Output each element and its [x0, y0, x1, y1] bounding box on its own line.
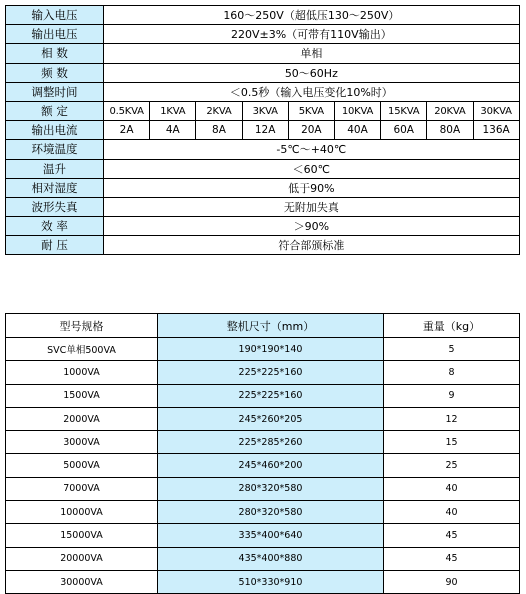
cell-model: 20000VA [6, 547, 158, 570]
output-current-cell: 12A [242, 121, 288, 140]
spec-label: 额 定 [6, 101, 104, 120]
cell-dimensions: 245*260*205 [158, 407, 384, 430]
cell-model: 10000VA [6, 501, 158, 524]
cell-weight: 5 [384, 338, 520, 361]
output-current-cell: 20A [288, 121, 334, 140]
header-model: 型号规格 [6, 314, 158, 338]
spec-value: 符合部颁标准 [104, 236, 520, 255]
cell-weight: 15 [384, 431, 520, 454]
spec-label: 输出电压 [6, 25, 104, 44]
table-row [6, 407, 520, 430]
spec-value: ＜60℃ [104, 159, 520, 178]
table-row [6, 524, 520, 547]
cell-dimensions: 280*320*580 [158, 477, 384, 500]
cell-dimensions: 190*190*140 [158, 338, 384, 361]
cell-model: 1000VA [6, 361, 158, 384]
spec-value: 160～250V（超低压130～250V） [104, 6, 520, 25]
table-row [6, 384, 520, 407]
output-current-cell: 4A [150, 121, 196, 140]
spec-value: 低于90% [104, 178, 520, 197]
cell-dimensions: 510*330*910 [158, 570, 384, 593]
spec-row-output-current [6, 121, 520, 140]
rated-capacity-cell: 20KVA [427, 101, 473, 120]
rated-capacity-cell: 3KVA [242, 101, 288, 120]
size-table [5, 313, 520, 594]
spec-label: 环境温度 [6, 140, 104, 159]
spec-table [5, 5, 520, 255]
spec-row-waveform [6, 197, 520, 216]
cell-model: 5000VA [6, 454, 158, 477]
rated-capacity-cell: 0.5KVA [104, 101, 150, 120]
output-current-cell: 80A [427, 121, 473, 140]
cell-weight: 45 [384, 524, 520, 547]
cell-weight: 25 [384, 454, 520, 477]
rated-capacity-cell: 10KVA [334, 101, 380, 120]
cell-model: 15000VA [6, 524, 158, 547]
cell-dimensions: 225*225*160 [158, 361, 384, 384]
spec-label: 温升 [6, 159, 104, 178]
output-current-cell: 2A [104, 121, 150, 140]
table-row [6, 477, 520, 500]
cell-model: 3000VA [6, 431, 158, 454]
cell-dimensions: 245*460*200 [158, 454, 384, 477]
rated-capacity-cell: 1KVA [150, 101, 196, 120]
spec-row-input-voltage [6, 6, 520, 25]
rated-capacity-cell: 5KVA [288, 101, 334, 120]
cell-dimensions: 435*400*880 [158, 547, 384, 570]
spec-value: 无附加失真 [104, 197, 520, 216]
output-current-cell: 136A [473, 121, 519, 140]
spec-label: 输出电流 [6, 121, 104, 140]
table-row [6, 570, 520, 593]
cell-dimensions: 225*285*260 [158, 431, 384, 454]
output-current-cell: 60A [381, 121, 427, 140]
table-row [6, 547, 520, 570]
spec-row-rated [6, 101, 520, 120]
spec-row-humidity [6, 178, 520, 197]
spec-value: -5℃～+40℃ [104, 140, 520, 159]
spec-row-frequency [6, 63, 520, 82]
spec-label: 频 数 [6, 63, 104, 82]
cell-model: 2000VA [6, 407, 158, 430]
spec-label: 调整时间 [6, 82, 104, 101]
spec-value: ＜0.5秒（输入电压变化10%时） [104, 82, 520, 101]
rated-capacity-cell: 15KVA [381, 101, 427, 120]
table-row [6, 501, 520, 524]
spec-label: 耐 压 [6, 236, 104, 255]
rated-capacity-cell: 2KVA [196, 101, 242, 120]
output-current-cell: 40A [334, 121, 380, 140]
cell-model: 30000VA [6, 570, 158, 593]
spec-label: 相对湿度 [6, 178, 104, 197]
cell-weight: 40 [384, 477, 520, 500]
spec-label: 波形失真 [6, 197, 104, 216]
cell-weight: 9 [384, 384, 520, 407]
table-row [6, 338, 520, 361]
cell-model: 7000VA [6, 477, 158, 500]
table-row [6, 454, 520, 477]
spec-value: 220V±3%（可带有110V输出） [104, 25, 520, 44]
output-current-cell: 8A [196, 121, 242, 140]
spec-row-adjust-time [6, 82, 520, 101]
spec-value: ＞90% [104, 217, 520, 236]
spec-label: 输入电压 [6, 6, 104, 25]
cell-model: SVC单相500VA [6, 338, 158, 361]
header-weight: 重量（kg） [384, 314, 520, 338]
table-row [6, 361, 520, 384]
cell-dimensions: 280*320*580 [158, 501, 384, 524]
spec-row-efficiency [6, 217, 520, 236]
cell-weight: 45 [384, 547, 520, 570]
spec-row-withstand [6, 236, 520, 255]
spec-row-phase [6, 44, 520, 63]
cell-weight: 12 [384, 407, 520, 430]
cell-weight: 40 [384, 501, 520, 524]
cell-weight: 8 [384, 361, 520, 384]
spec-row-output-voltage [6, 25, 520, 44]
size-table-header [6, 314, 520, 338]
cell-dimensions: 335*400*640 [158, 524, 384, 547]
spec-value: 单相 [104, 44, 520, 63]
cell-dimensions: 225*225*160 [158, 384, 384, 407]
table-row [6, 431, 520, 454]
spec-label: 相 数 [6, 44, 104, 63]
cell-weight: 90 [384, 570, 520, 593]
spec-row-temp-rise [6, 159, 520, 178]
spec-row-ambient-temp [6, 140, 520, 159]
cell-model: 1500VA [6, 384, 158, 407]
header-dimensions: 整机尺寸（mm） [158, 314, 384, 338]
spec-value: 50～60Hz [104, 63, 520, 82]
spec-label: 效 率 [6, 217, 104, 236]
rated-capacity-cell: 30KVA [473, 101, 519, 120]
